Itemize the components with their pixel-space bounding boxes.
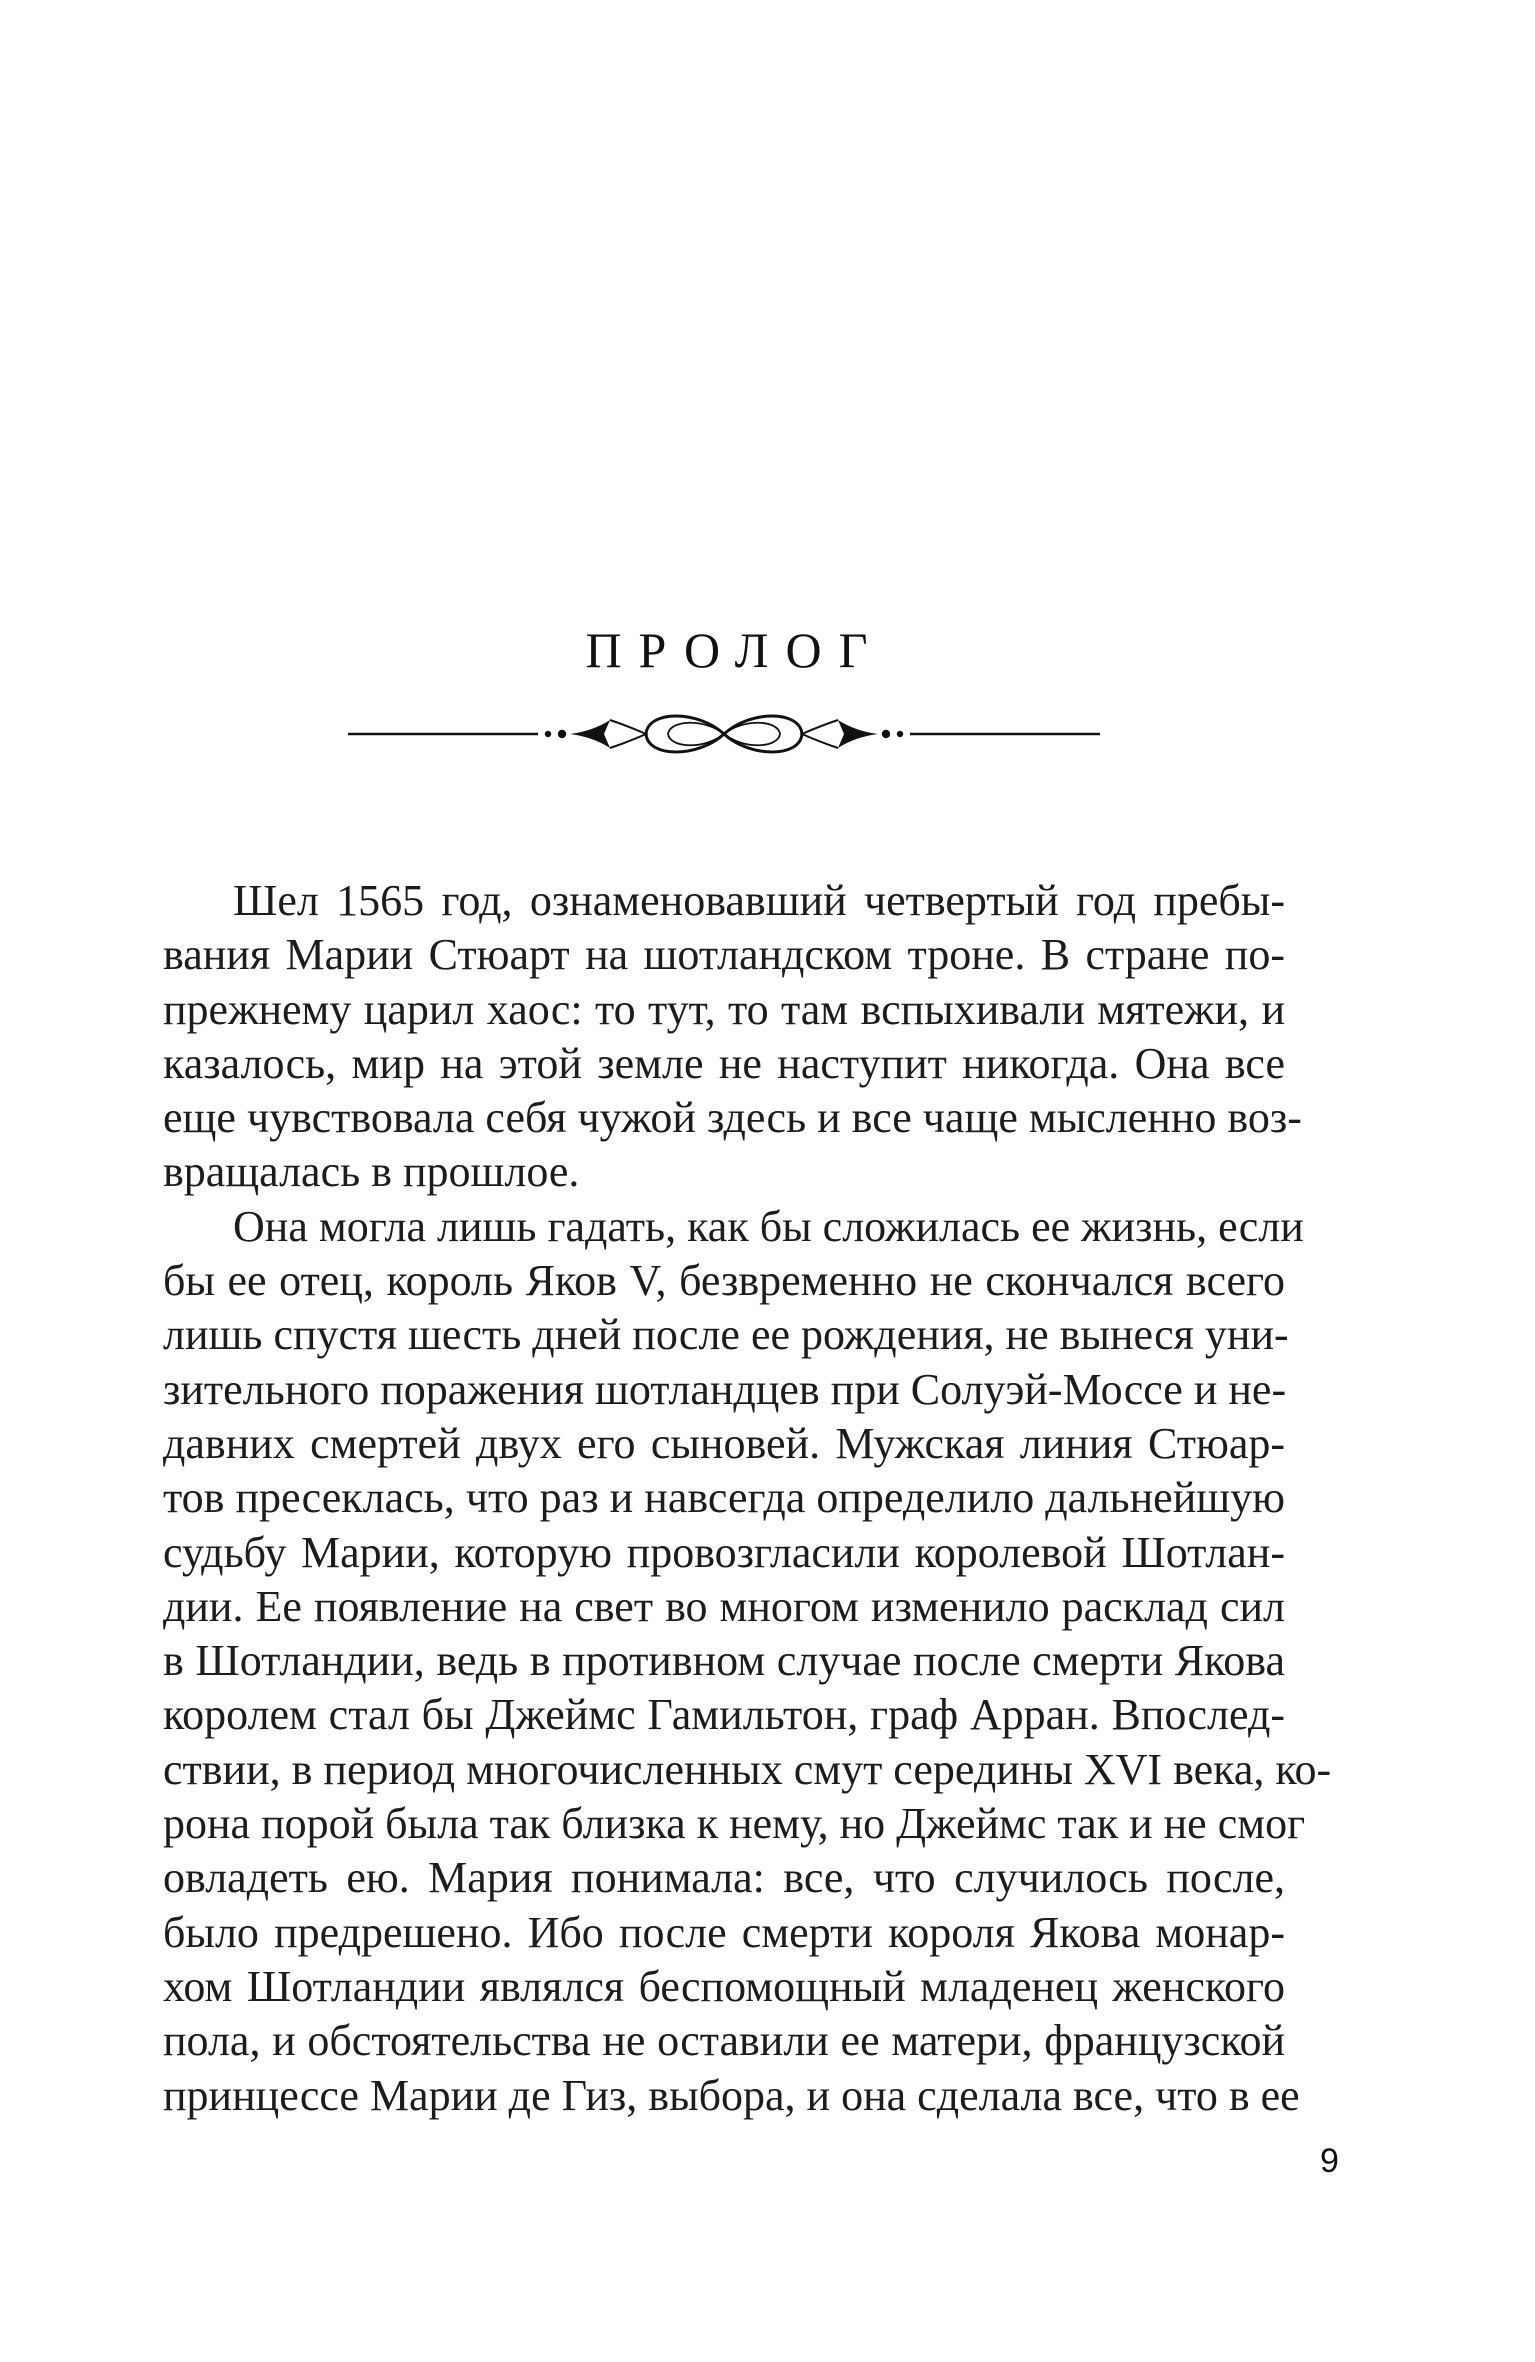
text-line: Она могла лишь гадать, как бы сложилась ее жизнь, если: [233, 1201, 1304, 1251]
text-line: было предрешено. Ибо после смерти короля Якова монар-: [163, 1907, 1285, 1957]
text-line: ствии, в период многочисленных смут середины XVI века, ко-: [163, 1744, 1332, 1794]
text-line: вращалась в прошлое.: [163, 1147, 580, 1197]
text-line: Шел 1565 год, ознаменовавший четвертый год пребы-: [233, 876, 1285, 925]
text-line: прежнему царил хаос: то тут, то там вспыхивали мятежи, и: [163, 984, 1285, 1034]
text-line: лишь спустя шесть дней после ее рождения, не вынеся уни-: [163, 1310, 1289, 1360]
text-line: в Шотландии, ведь в противном случае после смерти Якова: [163, 1636, 1285, 1686]
text-line: еще чувствовала себя чужой здесь и все чаще мысленно воз-: [163, 1093, 1302, 1143]
page-number: 9: [1320, 2142, 1339, 2180]
text-line: зительного поражения шотландцев при Солуэй-Моссе и не-: [163, 1364, 1287, 1414]
text-line: пола, и обстоятельства не оставили ее матери, французской: [163, 2016, 1285, 2066]
text-line: овладеть ею. Мария понимала: все, что случилось после,: [163, 1853, 1285, 1903]
body-text: [163, 874, 1332, 2123]
text-line: дии. Ее появление на свет во многом изменило расклад сил: [163, 1581, 1285, 1631]
text-line: королем стал бы Джеймс Гамильтон, граф Арран. Впослед-: [163, 1690, 1285, 1740]
text-line: принцессе Марии де Гиз, выбора, и она сделала все, что в ее: [163, 2070, 1300, 2120]
text-line: вания Марии Стюарт на шотландском троне. В стране по-: [163, 930, 1285, 980]
text-line: судьбу Марии, которую провозгласили королевой Шотлан-: [163, 1527, 1285, 1577]
text-line: хом Шотландии являлся беспомощный младенец женского: [163, 1961, 1285, 2011]
text-line: казалось, мир на этой земле не наступит никогда. Она все: [163, 1038, 1285, 1088]
text-line: давних смертей двух его сыновей. Мужская линия Стюар-: [163, 1418, 1285, 1468]
text-line: тов пресеклась, что раз и навсегда определило дальнейшую: [163, 1473, 1285, 1523]
text-line: рона порой была так близка к нему, но Джеймс так и не смог: [163, 1799, 1306, 1849]
text-line: бы ее отец, король Яков V, безвременно не скончался всего: [163, 1256, 1285, 1306]
chapter-title: ПРОЛОГ: [585, 622, 885, 678]
ornament-divider: [348, 702, 1100, 766]
